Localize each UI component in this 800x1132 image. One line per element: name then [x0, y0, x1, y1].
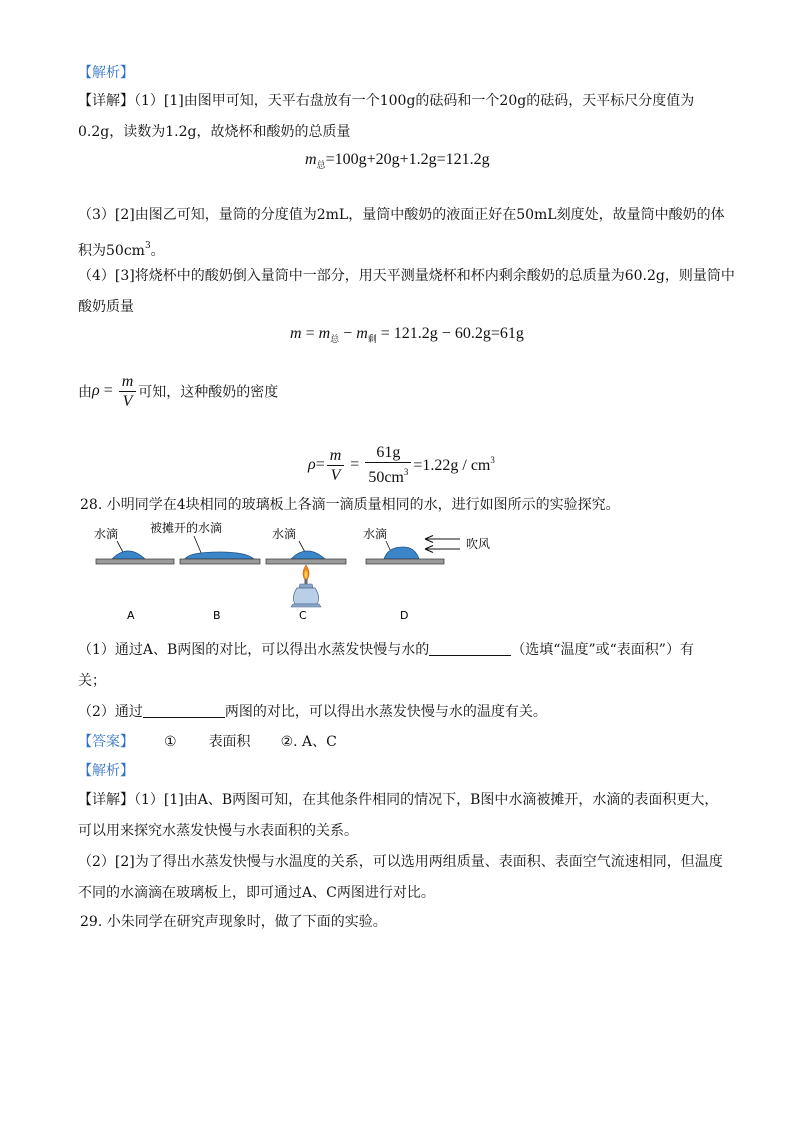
label-spread-drop: 被摊开的水滴: [150, 521, 223, 535]
water-drop-a: [112, 551, 145, 559]
wind-arrows-icon: [425, 536, 460, 553]
part4-line: （4）[3]将烧杯中的酸奶倒入量筒中一部分，用天平测量烧杯和杯内剩余酸奶的总质量为60.2g，则量筒中: [78, 268, 735, 284]
detail-text: （1）[1]由图甲可知，天平右盘放有一个100g的砝码和一个20g的砝码，天平标尺分度值为: [134, 93, 695, 109]
answer-label: 【答案】: [78, 734, 134, 750]
part3-line: （3）[2]由图乙可知，量筒的分度值为2mL，量筒中酸奶的液面正好在50mL刻度处，故量筒中酸奶的体: [78, 207, 725, 223]
question-28-stem: 28. 小明同学在4块相同的玻璃板上各滴一滴质量相同的水，进行如图所示的实验探究。: [80, 497, 620, 513]
detail-line: 可以用来探究水蒸发快慢与水表面积的关系。: [78, 823, 358, 839]
caption-a: A: [127, 609, 135, 622]
detail-line: 不同的水滴滴在玻璃板上，即可通过A、C两图进行对比。: [78, 885, 435, 901]
label-wind: 吹风: [466, 537, 491, 551]
label-water-drop-a: 水滴: [94, 527, 119, 541]
answer-item-2: ②. A、C: [280, 734, 337, 750]
question-29-stem: 29. 小朱同学在研究声现象时，做了下面的实验。: [80, 914, 387, 930]
caption-b: B: [213, 609, 221, 622]
detail-line: [78, 91, 694, 111]
equation-density: ρ= $\frac{m}{V}$ = $\frac{61g}{50cm^3}$ $=1.22g / cm^3$: [308, 444, 495, 486]
detail-label: 【详解】: [78, 93, 134, 109]
caption-c: C: [299, 609, 307, 622]
answer-value-1: 表面积: [208, 734, 251, 750]
detail-line: （2）[2]为了得出水蒸发快慢与水温度的关系，可以选用两组质量、表面积、表面空气流速相同，但温度: [78, 854, 723, 870]
alcohol-lamp: [291, 565, 321, 607]
label-water-drop-c: 水滴: [272, 527, 297, 541]
answer-blank-1[interactable]: [429, 641, 511, 656]
density-formula-line: 由ρ = $\frac{m}{V}$ 可知，这种酸奶的密度: [78, 373, 279, 410]
answer-line: [78, 732, 337, 752]
glass-plate-c: [266, 559, 346, 564]
detail-line: 【详解】（1）[1]由A、B两图可知，在其他条件相同的情况下，B图中水滴被摊开，水滴的表面积更大，: [78, 792, 719, 808]
analysis-label: 【解析】: [78, 763, 134, 779]
question-28-sub1: （1）通过A、B两图的对比，可以得出水蒸发快慢与水的 （选填“温度”或“表面积”）有: [78, 642, 694, 658]
glass-plate-b: [180, 559, 260, 564]
equation-total-mass: $m_总=100g+20g+1.2g=121.2g$: [305, 151, 490, 170]
detail-label: 【详解】: [78, 792, 134, 808]
water-drop-b: [185, 552, 254, 559]
glass-plate-d: [366, 559, 444, 564]
equation-yogurt-mass: $m = m_总 - m_剩 = 121.2g - 60.2g=61g$: [290, 325, 524, 344]
part3-line: 积为$50cm^3$。: [78, 241, 165, 259]
question-28-sub1-cont: 关；: [78, 673, 106, 689]
answer-blank-2[interactable]: [143, 703, 225, 718]
question-28-sub2: （2）通过 两图的对比，可以得出水蒸发快慢与水的温度有关。: [78, 704, 547, 720]
analysis-label: 【解析】: [78, 65, 134, 81]
part4-line: 酸奶质量: [78, 299, 134, 315]
caption-d: D: [400, 609, 409, 622]
water-drop-c: [291, 551, 325, 559]
detail-line: 0.2g，读数为1.2g，故烧杯和酸奶的总质量: [78, 124, 351, 140]
experiment-figure: [88, 515, 518, 627]
glass-plate-a: [96, 559, 174, 564]
label-water-drop-d: 水滴: [363, 527, 388, 541]
answer-item-1: ①: [164, 734, 177, 750]
